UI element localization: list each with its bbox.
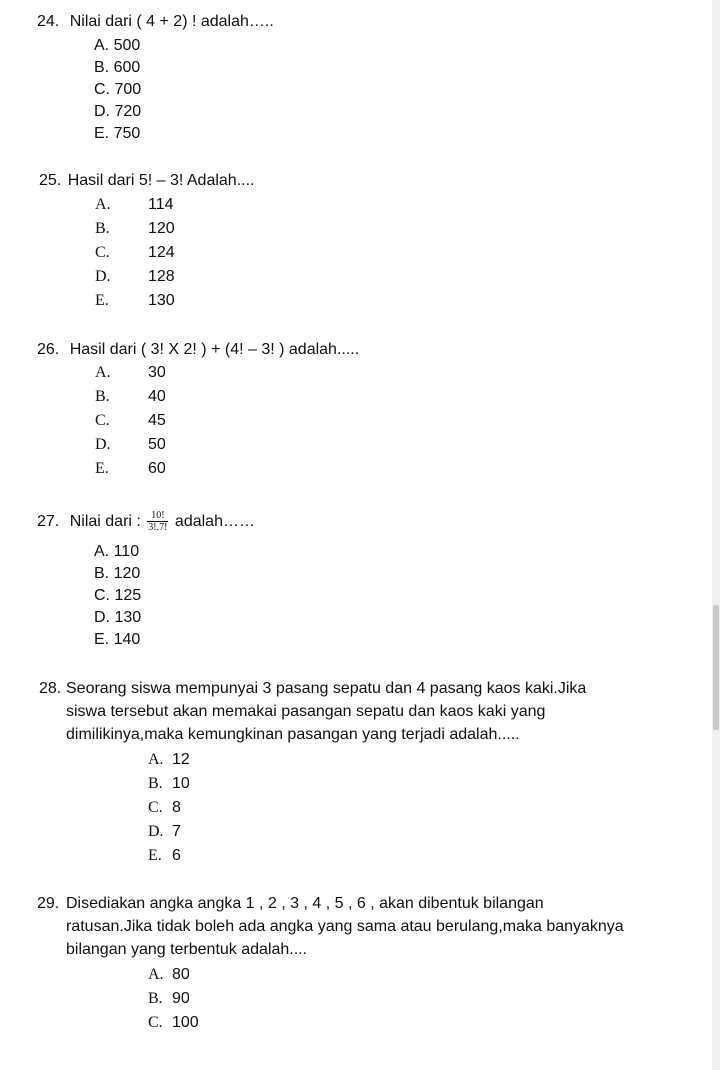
question-28 xyxy=(39,679,61,699)
option-letter: E. xyxy=(95,292,109,309)
option-value: 130 xyxy=(114,609,142,626)
fraction-denominator: 3!.7! xyxy=(148,522,168,534)
question-number: 26. xyxy=(37,341,60,358)
option-value: 40 xyxy=(148,388,166,405)
question-27 xyxy=(37,510,255,534)
option-letter: C. xyxy=(94,587,110,604)
question-number: 25. xyxy=(39,172,62,189)
option-value: 12 xyxy=(172,751,190,768)
option-letter: B. xyxy=(148,990,163,1007)
option-letter: E. xyxy=(94,631,110,648)
option-value: 114 xyxy=(148,196,174,213)
question-text-line: ratusan.Jika tidak boleh ada angka yang sama atau berulang,maka banyaknya xyxy=(66,918,624,935)
fraction xyxy=(147,510,168,533)
option-value: 750 xyxy=(113,125,141,142)
scrollbar-thumb[interactable] xyxy=(713,605,719,730)
option-letter: C. xyxy=(148,1014,163,1031)
option-b xyxy=(94,564,140,584)
option-b xyxy=(148,989,190,1009)
option-e xyxy=(94,630,140,650)
option-letter: A. xyxy=(95,364,111,381)
option-value: 7 xyxy=(172,823,181,840)
question-text: Nilai dari ( 4 + 2) ! adalah….. xyxy=(69,13,274,30)
option-a xyxy=(94,36,140,56)
option-letter: A. xyxy=(94,543,110,560)
option-letter: E. xyxy=(148,847,162,864)
option-value: 90 xyxy=(172,990,190,1007)
option-value: 10 xyxy=(172,775,190,792)
question-26 xyxy=(37,340,359,360)
question-text-end: adalah…… xyxy=(174,513,255,530)
option-e xyxy=(148,846,181,866)
option-e xyxy=(95,291,175,311)
option-b xyxy=(148,774,190,794)
option-letter: B. xyxy=(148,775,163,792)
option-value: 110 xyxy=(113,543,140,560)
option-letter: B. xyxy=(94,59,110,76)
option-value: 128 xyxy=(148,268,175,285)
option-d xyxy=(94,102,141,122)
option-value: 100 xyxy=(172,1014,199,1031)
option-c xyxy=(148,798,181,818)
fraction-numerator: 10! xyxy=(147,510,168,522)
question-text: Hasil dari 5! – 3! Adalah.... xyxy=(67,172,255,189)
option-d xyxy=(95,267,175,287)
question-text: Nilai dari : xyxy=(69,513,141,530)
option-a xyxy=(95,195,174,215)
option-value: 700 xyxy=(114,81,142,98)
option-b xyxy=(95,387,166,407)
question-text-line: Disediakan angka angka 1 , 2 , 3 , 4 , 5 , 6 , akan dibentuk bilangan xyxy=(66,895,544,912)
option-value: 125 xyxy=(114,587,142,604)
option-value: 124 xyxy=(148,244,175,261)
vertical-scrollbar[interactable] xyxy=(712,0,720,1070)
option-value: 720 xyxy=(114,103,142,120)
option-c xyxy=(95,243,175,263)
option-a xyxy=(148,750,190,770)
option-c xyxy=(94,80,141,100)
option-value: 30 xyxy=(148,364,166,381)
option-d xyxy=(148,822,181,842)
option-c xyxy=(95,411,166,431)
option-letter: C. xyxy=(148,799,163,816)
option-d xyxy=(94,608,141,628)
option-e xyxy=(94,124,140,144)
option-c xyxy=(94,586,141,606)
question-number: 28. xyxy=(39,680,62,697)
option-letter: E. xyxy=(95,460,109,477)
option-b xyxy=(94,58,140,78)
option-letter: B. xyxy=(94,565,110,582)
option-a xyxy=(148,965,190,985)
option-letter: A. xyxy=(148,966,164,983)
option-a xyxy=(95,363,166,383)
question-text-line: siswa tersebut akan memakai pasangan sepatu dan kaos kaki yang xyxy=(66,703,546,720)
question-24 xyxy=(37,12,274,32)
option-letter: B. xyxy=(95,388,110,405)
option-value: 8 xyxy=(172,799,181,816)
option-letter: C. xyxy=(95,412,110,429)
question-text-line: bilangan yang terbentuk adalah.... xyxy=(66,941,308,958)
option-d xyxy=(95,435,166,455)
option-letter: E. xyxy=(94,125,110,142)
option-value: 80 xyxy=(172,966,190,983)
option-value: 140 xyxy=(113,631,141,648)
option-letter: D. xyxy=(94,609,110,626)
question-text: Hasil dari ( 3! X 2! ) + (4! – 3! ) adalah..... xyxy=(69,341,360,358)
question-text-line: dimilikinya,maka kemungkinan pasangan yang terjadi adalah..... xyxy=(66,726,520,743)
question-number: 24. xyxy=(37,13,60,30)
option-value: 60 xyxy=(148,460,166,477)
option-letter: C. xyxy=(94,81,110,98)
option-value: 130 xyxy=(148,292,175,309)
option-a xyxy=(94,542,139,562)
option-letter: C. xyxy=(95,244,110,261)
option-letter: D. xyxy=(94,103,110,120)
option-letter: A. xyxy=(94,37,110,54)
option-c xyxy=(148,1013,199,1033)
option-value: 45 xyxy=(148,412,166,429)
option-value: 600 xyxy=(113,59,141,76)
option-b xyxy=(95,219,175,239)
question-text-line: Seorang siswa mempunyai 3 pasang sepatu dan 4 pasang kaos kaki.Jika xyxy=(66,680,587,697)
option-letter: D. xyxy=(95,268,111,285)
option-value: 50 xyxy=(148,436,166,453)
option-letter: A. xyxy=(95,196,111,213)
option-value: 120 xyxy=(113,565,141,582)
option-letter: B. xyxy=(95,220,110,237)
option-letter: D. xyxy=(95,436,111,453)
question-number: 27. xyxy=(37,513,60,530)
option-e xyxy=(95,459,166,479)
option-value: 6 xyxy=(172,847,181,864)
question-number: 29. xyxy=(37,895,60,912)
option-value: 120 xyxy=(148,220,175,237)
question-25 xyxy=(39,171,254,191)
option-letter: A. xyxy=(148,751,164,768)
option-value: 500 xyxy=(113,37,141,54)
option-letter: D. xyxy=(148,823,164,840)
question-29 xyxy=(37,894,59,914)
